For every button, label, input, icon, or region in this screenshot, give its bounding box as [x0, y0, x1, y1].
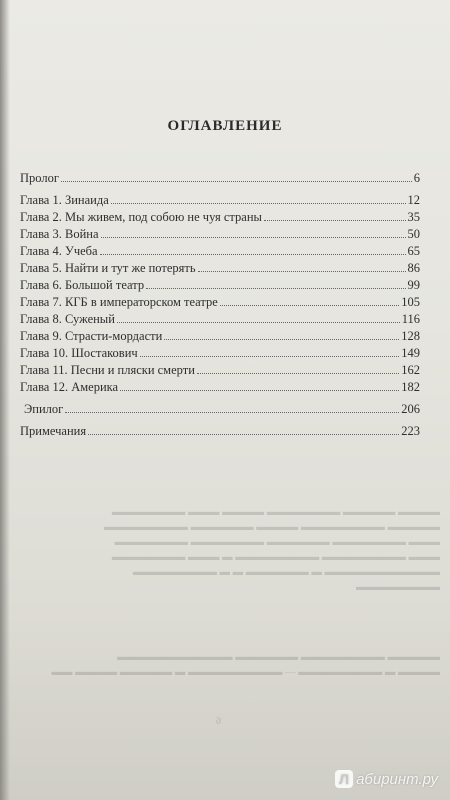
toc-dot-leader	[164, 330, 399, 340]
bleed-through-text: ▬▬▬▬ ▬▬▬▬▬ ▬▬▬▬▬▬▬ ▬▬▬▬ ▬▬▬ ▬▬▬▬▬▬▬ ▬▬▬▬▬ ▬▬▬▬▬▬▬▬ ▬▬▬▬ ▬▬▬▬▬▬ ▬▬▬▬▬▬▬▬ ▬▬▬ ▬▬▬▬▬▬▬ ▬▬▬▬▬▬ ▬▬▬▬▬▬▬ ▬▬▬▬▬▬▬ ▬▬▬ ▬▬▬▬▬▬▬▬ ▬▬▬▬▬▬▬▬ ▬ ▬▬▬ ▬▬▬▬▬▬▬ ▬▬▬▬▬▬▬▬▬▬▬ ▬ ▬▬▬▬▬▬ ▬ ▬ ▬▬▬▬▬▬▬▬ ▬▬▬▬▬▬▬▬	[104, 507, 440, 593]
toc-entry-label: Пролог	[20, 171, 59, 185]
toc-dot-leader	[120, 381, 399, 391]
toc-entry-label: Глава 3. Война	[20, 227, 99, 241]
toc-row	[20, 328, 420, 345]
toc-page-number: 149	[401, 346, 420, 360]
toc-entry-label: Глава 1. Зинаида	[20, 193, 109, 207]
toc-entry-label: Глава 12. Америка	[20, 380, 119, 394]
toc-dot-leader	[220, 296, 399, 306]
table-of-contents	[20, 170, 420, 440]
page-title: ОГЛАВЛЕНИЕ	[167, 118, 283, 134]
toc-page-number: 206	[401, 402, 420, 416]
toc-dot-leader	[61, 172, 412, 182]
toc-dot-leader	[140, 347, 400, 357]
toc-row	[20, 423, 420, 440]
toc-page-number: 223	[401, 424, 420, 438]
toc-page-number: 6	[413, 171, 420, 185]
toc-dot-leader	[117, 313, 400, 323]
toc-entry-label: Глава 11. Песни и пляски смерти	[20, 363, 195, 377]
toc-dot-leader	[101, 228, 406, 238]
toc-row	[20, 277, 420, 294]
toc-page-number: 50	[407, 227, 420, 241]
toc-entry-label: Примечания	[20, 424, 87, 438]
toc-entry-label: Глава 7. КГБ в императорском театре	[20, 295, 218, 309]
toc-page-number: 182	[401, 380, 420, 394]
bleed-through-text-lower: ▬▬▬▬▬ ▬▬▬▬▬▬▬▬ ▬▬▬▬▬▬ ▬▬▬▬▬▬▬▬▬▬▬ ▬▬▬▬ ▬ ▬▬▬▬▬▬▬▬ — ▬▬▬▬▬▬▬▬▬ ▬ ▬▬▬▬▬ ▬▬▬▬ ▬▬	[51, 652, 440, 678]
toc-page-number: 35	[407, 210, 420, 224]
labirint-watermark	[335, 770, 438, 788]
toc-page-number: 116	[401, 312, 420, 326]
toc-dot-leader	[197, 364, 399, 374]
toc-entry-label: Глава 4. Учеба	[20, 244, 98, 258]
toc-page-number: 65	[407, 244, 420, 258]
toc-row	[20, 243, 420, 260]
toc-page-number: 105	[401, 295, 420, 309]
toc-dot-leader	[65, 403, 399, 413]
toc-page-number: 128	[401, 329, 420, 343]
toc-page-number: 86	[407, 261, 420, 275]
toc-page-number: 99	[407, 278, 420, 292]
toc-row	[20, 260, 420, 277]
toc-row	[20, 226, 420, 243]
toc-page-number: 12	[407, 193, 420, 207]
toc-row	[20, 209, 420, 226]
toc-entry-label: Глава 10. Шостакович	[20, 346, 138, 360]
toc-dot-leader	[264, 211, 406, 221]
toc-entry-label: Глава 6. Большой театр	[20, 278, 145, 292]
toc-row	[20, 362, 420, 379]
toc-dot-leader	[88, 425, 399, 435]
toc-dot-leader	[111, 194, 406, 204]
toc-dot-leader	[198, 262, 406, 272]
toc-row	[20, 170, 420, 187]
toc-entry-label: Эпилог	[24, 402, 64, 416]
toc-row	[20, 311, 420, 328]
toc-entry-label: Глава 9. Страсти-мордасти	[20, 329, 163, 343]
toc-row	[20, 345, 420, 362]
watermark-text: абиринт.ру	[356, 770, 438, 788]
toc-entry-label: Глава 8. Суженый	[20, 312, 115, 326]
toc-entry-label: Глава 5. Найти и тут же потерять	[20, 261, 196, 275]
toc-page-number: 162	[401, 363, 420, 377]
toc-row	[20, 401, 420, 418]
toc-row	[20, 294, 420, 311]
labirint-logo-icon: Л	[335, 770, 353, 788]
toc-row	[20, 379, 420, 396]
toc-entry-label: Глава 2. Мы живем, под собою не чуя страны	[20, 210, 262, 224]
toc-dot-leader	[100, 245, 406, 255]
toc-row	[20, 192, 420, 209]
toc-dot-leader	[146, 279, 405, 289]
bleed-through-page-number: 6	[216, 716, 221, 727]
